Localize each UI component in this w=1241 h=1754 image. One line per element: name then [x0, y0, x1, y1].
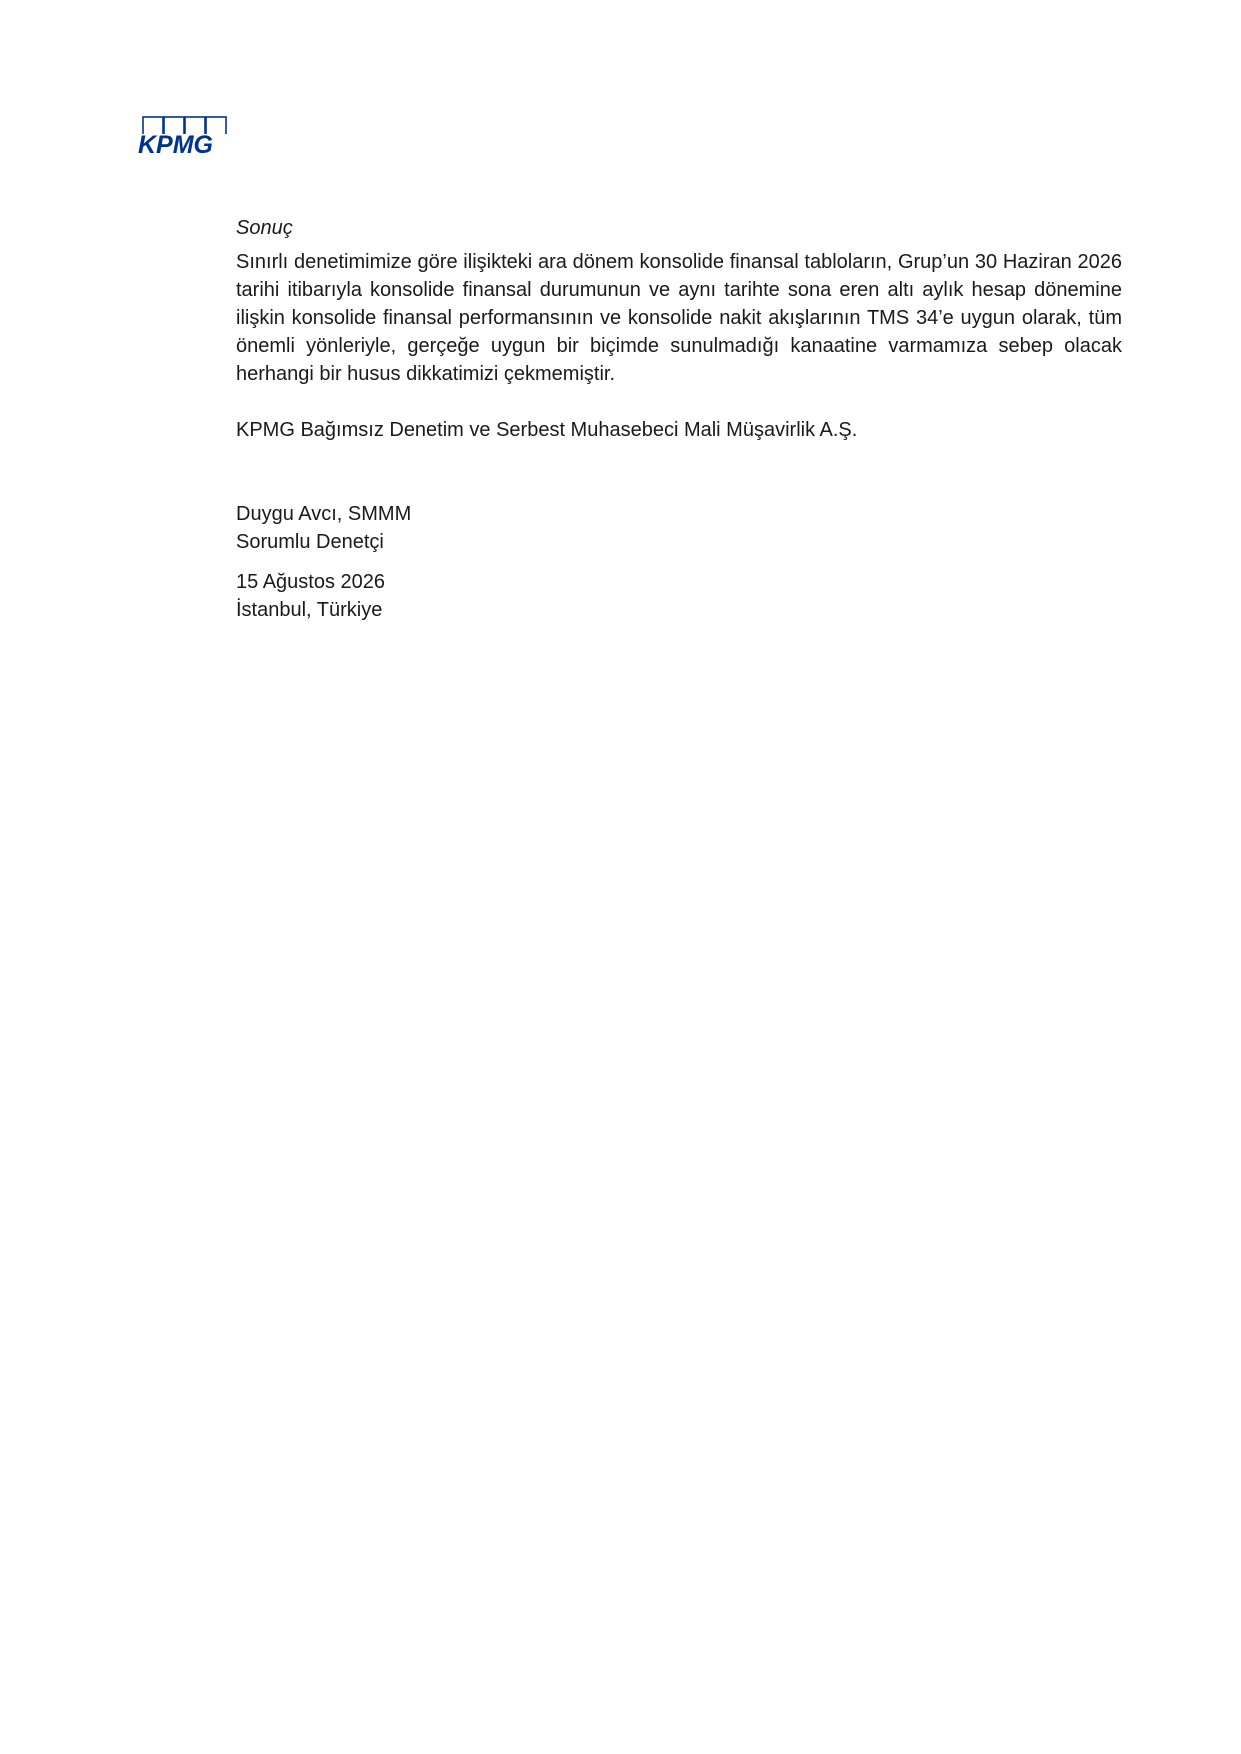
conclusion-paragraph: Sınırlı denetimimize göre ilişikteki ara dönem konsolide finansal tabloların, Grup’un 30 Haziran 2026 tarihi itibarıyla konsolide finansal durumunun ve aynı tarihte sona eren altı aylık hesap dönemine ilişkin konsolide finansal performansının ve konsolide nakit akışlarının TMS 34’e uygun olarak, tüm önemli yönleriyle, gerçeğe uygun bir biçimde sunulmadığı kanaatine varmamıza sebep olacak herhangi bir husus dikkatimizi çekmemiştir.: [236, 251, 1122, 385]
report-content: [236, 214, 1122, 624]
report-date: 15 Ağustos 2026: [236, 571, 386, 593]
signatory-block: [236, 500, 1122, 556]
kpmg-logo: [137, 116, 233, 160]
report-place: İstanbul, Türkiye: [236, 599, 383, 621]
signatory-role: Sorumlu Denetçi: [236, 531, 384, 553]
kpmg-logo-wordmark: KPMG: [138, 131, 213, 159]
section-title: Sonuç: [236, 217, 293, 239]
place-date-block: [236, 568, 1122, 624]
kpmg-logo-icon: [137, 116, 233, 160]
firm-name: KPMG Bağımsız Denetim ve Serbest Muhasebeci Mali Müşavirlik A.Ş.: [236, 419, 858, 441]
signatory-name: Duygu Avcı, SMMM: [236, 503, 412, 525]
